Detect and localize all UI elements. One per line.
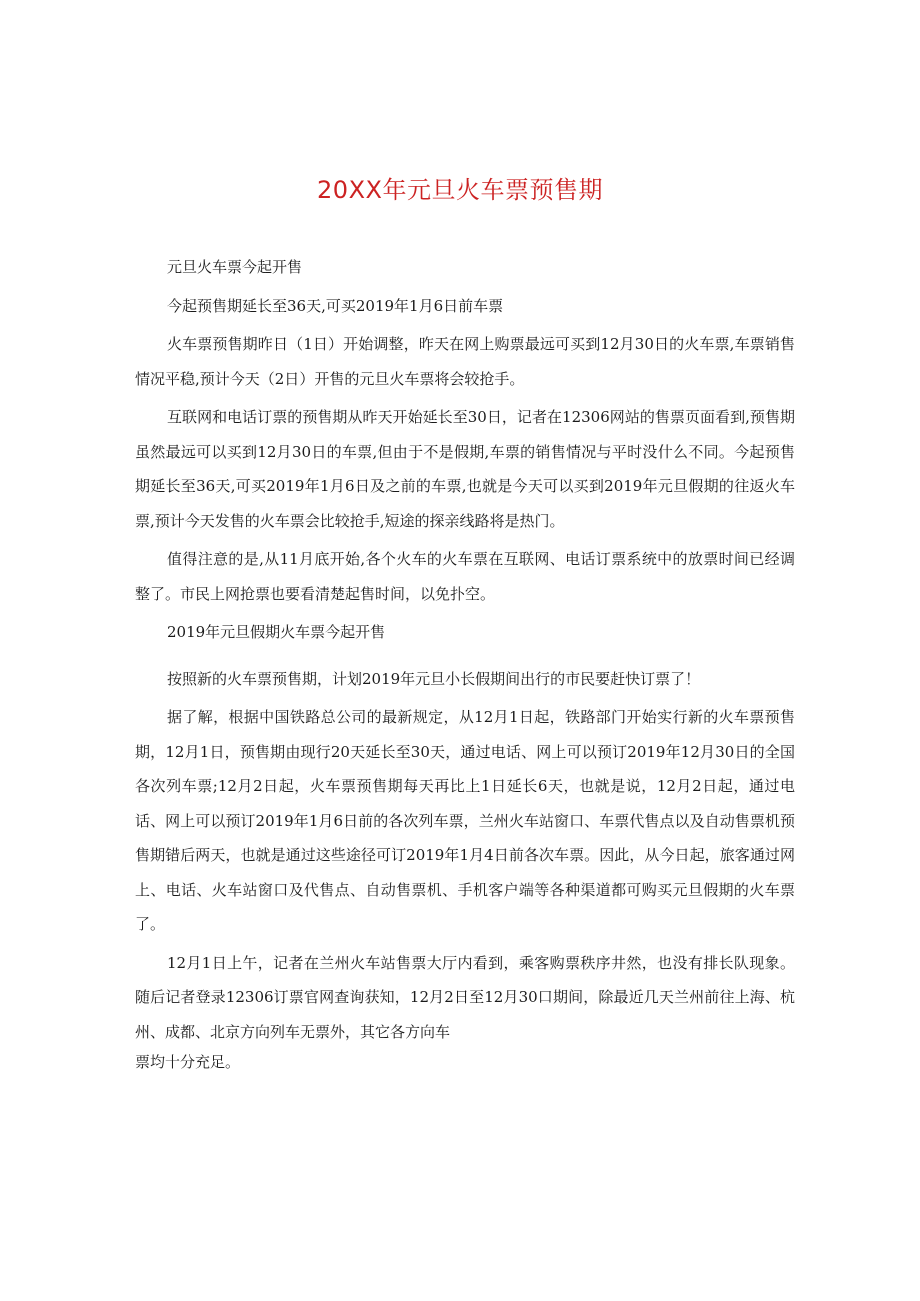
paragraph: 互联网和电话订票的预售期从昨天开始延长至30日，记者在12306网站的售票页面看到,预售期虽然最远可以买到12月30日的车票,但由于不是假期,车票的销售情况与平时没什么不同。今起预售期延长至36天,可买2019年1月6日及之前的车票,也就是今天可以买到2019年元旦假期的往返火车票,预计今天发售的火车票会比较抢手,短途的探亲线路将是热门。: [135, 408, 795, 530]
paragraph-subheading-3: 2019年元旦假期火车票今起开售: [167, 623, 386, 641]
paragraph-continuation: 票均十分充足。: [135, 1053, 241, 1071]
paragraph: 火车票预售期昨日（1日）开始调整，昨天在网上购票最远可买到12月30日的火车票,车票销售情况平稳,预计今天（2日）开售的元旦火车票将会较抢手。: [135, 335, 795, 388]
paragraph: 12月1日上午，记者在兰州火车站售票大厅内看到，乘客购票秩序井然，也没有排长队现象。随后记者登录12306订票官网查询获知，12月2日至12月30口期间，除最近几天兰州前往上海、杭州、成都、北京方向列车无票外，其它各方向车: [135, 953, 795, 1041]
document-body: [135, 250, 795, 1075]
paragraph: 按照新的火车票预售期，计划2019年元旦小长假期间出行的市民要赶快订票了！: [167, 669, 701, 688]
paragraph: 值得注意的是,从11月底开始,各个火车的火车票在互联网、电话订票系统中的放票时间已经调整了。市民上网抢票也要看清楚起售时间，以免扑空。: [135, 550, 795, 603]
paragraph-subheading-1: 元旦火车票今起开售: [167, 258, 303, 276]
document-title: 20XX年元旦火车票预售期: [317, 176, 603, 204]
paragraph-subheading-2: 今起预售期延长至36天,可买2019年1月6日前车票: [167, 296, 504, 315]
paragraph: 据了解，根据中国铁路总公司的最新规定，从12月1日起，铁路部门开始实行新的火车票预售期，12月1日，预售期由现行20天延长至30天，通过电话、网上可以预订2019年12月30日的全国各次列车票;12月2日起，火车票预售期每天再比上1日延长6天，也就是说，12月2日起，通过电话、网上可以预订2019年1月6日前的各次列车票，兰州火车站窗口、车票代售点以及自动售票机预售期错后两天，也就是通过这些途径可订2019年1月4日前各次车票。因此，从今日起，旅客通过网上、电话、火车站窗口及代售点、自动售票机、手机客户端等各种渠道都可购买元旦假期的火车票了。: [135, 708, 795, 933]
